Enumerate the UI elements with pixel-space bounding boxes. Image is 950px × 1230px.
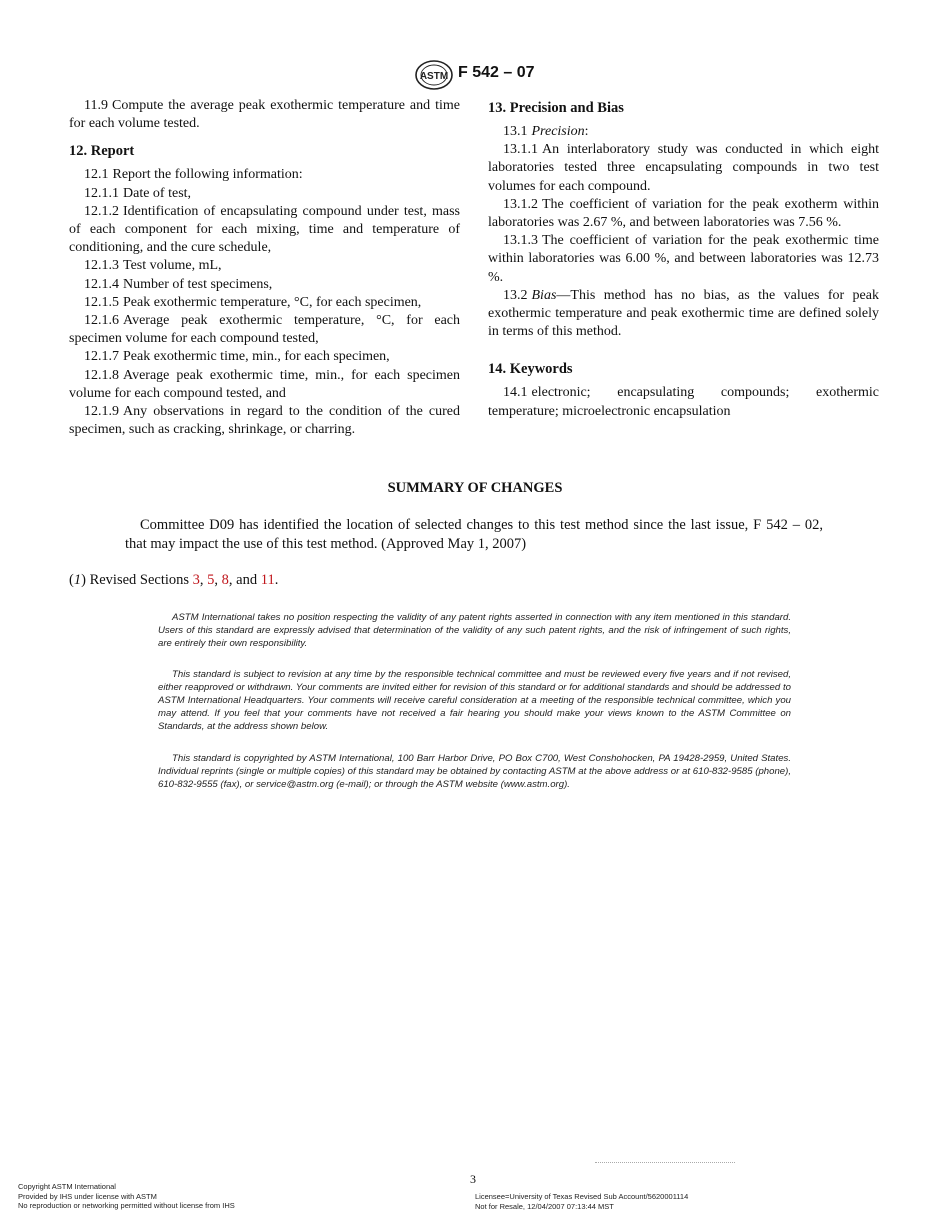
revised-prefix: Revised Sections xyxy=(89,572,190,588)
section-12-1-1 xyxy=(69,185,460,203)
section-number: 13.1.3 xyxy=(503,233,538,249)
astm-logo-text: ASTM xyxy=(419,71,449,82)
section-number: 12.1.2 xyxy=(84,203,119,219)
section-number: 12.1.5 xyxy=(84,294,119,310)
section-13-1-2 xyxy=(488,196,879,232)
section-link-3[interactable]: 3 xyxy=(192,572,200,588)
astm-logo-icon xyxy=(415,60,453,90)
page-header xyxy=(0,60,950,90)
section-12-1 xyxy=(69,166,460,184)
left-column xyxy=(69,97,460,439)
section-12-1-5 xyxy=(69,294,460,312)
section-text: Identification of encapsulating compound under test, mass of each component for each mixing, time and temperature of conditioning, and the cure schedule, xyxy=(69,203,460,256)
footer-line: Provided by IHS under license with ASTM xyxy=(18,1191,157,1201)
section-text: Peak exothermic time, min., for each specimen, xyxy=(123,349,390,365)
section-text: Number of test specimens, xyxy=(123,276,273,292)
footer-license-right xyxy=(475,1192,688,1211)
section-label: Precision xyxy=(531,124,585,139)
section-number: 13.1.2 xyxy=(503,196,538,212)
summary-of-changes-body: Committee D09 has identified the location of selected changes to this test method since the last issue, F 542 – 02, that may impact the use of this test method. (Approved May 1, 2007) xyxy=(125,517,823,552)
footer-line: Not for Resale, 12/04/2007 07:13:44 MST xyxy=(475,1201,614,1211)
section-text: —This method has no bias, as the values for peak exothermic temperature and peak exothermic time are defined solely in terms of this method. xyxy=(488,287,879,340)
report-heading: 12. Report xyxy=(69,143,135,160)
section-12-1-9 xyxy=(69,403,460,439)
section-number: 12.1.9 xyxy=(84,404,119,420)
section-number: 12.1.1 xyxy=(84,185,119,201)
section-text: The coefficient of variation for the peak exothermic time within laboratories was 6.00 %, and between laboratories was 12.73 %. xyxy=(488,233,879,285)
section-text: Test volume, mL, xyxy=(123,258,222,274)
summary-of-changes-title: SUMMARY OF CHANGES xyxy=(387,480,563,496)
section-12-1-3 xyxy=(69,257,460,275)
section-number: 12.1.3 xyxy=(84,258,119,274)
section-text: An interlaboratory study was conducted in which eight laboratories tested three encapsulating compounds in two test volumes for each compound. xyxy=(488,142,879,194)
section-number: 12.1.7 xyxy=(84,349,119,365)
section-number: 13.1.1 xyxy=(503,142,538,158)
section-text: The coefficient of variation for the peak exotherm within laboratories was 2.67 %, and between laboratories was 7.56 %. xyxy=(488,196,879,231)
spacer xyxy=(488,341,879,351)
section-link-11[interactable]: 11 xyxy=(260,572,275,588)
section-suffix: : xyxy=(584,124,589,139)
section-link-5[interactable]: 5 xyxy=(207,572,215,588)
footer-license-left xyxy=(18,1182,235,1211)
section-link-8[interactable]: 8 xyxy=(221,572,229,588)
right-column xyxy=(488,97,879,421)
patent-notice: ASTM International takes no position respecting the validity of any patent rights asserted in connection with any item mentioned in this standard. Users of this standard are expressly advised that determination of the validity of any such patent rights, and the risk of infringement of such rights, are entirely their own responsibility. xyxy=(158,612,791,649)
section-text: Any observations in regard to the condition of the cured specimen, such as cracking, shrinkage, or charring. xyxy=(69,404,460,438)
section-12-1-7 xyxy=(69,348,460,366)
section-text: electronic; encapsulating compounds; exothermic temperature; microelectronic encapsulation xyxy=(488,385,879,419)
section-14-1 xyxy=(488,384,879,420)
section-13-1 xyxy=(488,123,879,141)
section-13-1-1 xyxy=(488,141,879,196)
section-number: 14.1 xyxy=(503,385,528,401)
footer-dotted-rule xyxy=(595,1162,735,1163)
precision-bias-heading: 13. Precision and Bias xyxy=(488,100,624,116)
section-12-1-4 xyxy=(69,276,460,294)
section-12-1-6 xyxy=(69,312,460,348)
revised-conjunction: and xyxy=(236,572,258,588)
page-number: 3 xyxy=(470,1172,476,1186)
section-number: 13.1 xyxy=(503,124,528,139)
section-number: 12.1.6 xyxy=(84,313,119,329)
section-number: 11.9 xyxy=(84,98,108,113)
section-text: Compute the average peak exothermic temperature and time for each volume tested. xyxy=(69,98,460,132)
section-12-1-8 xyxy=(69,367,460,403)
footer-line: No reproduction or networking permitted without license from IHS xyxy=(18,1201,235,1210)
section-12-1-2 xyxy=(69,203,460,258)
revised-sections: (1) Revised Sections 3, 5, 8, and 11. xyxy=(69,572,279,588)
section-13-1-3 xyxy=(488,232,879,287)
section-number: 12.1.4 xyxy=(84,276,119,292)
section-label: Bias xyxy=(531,287,557,303)
standard-designation: F 542 – 07 xyxy=(458,64,535,81)
section-13-2 xyxy=(488,287,879,342)
section-number: 12.1.8 xyxy=(84,367,119,383)
section-11-9 xyxy=(69,97,460,133)
revised-item-number: 1 xyxy=(73,572,82,588)
footer-line: Copyright ASTM International xyxy=(18,1182,116,1191)
copyright-notice: This standard is copyrighted by ASTM International, 100 Barr Harbor Drive, PO Box C700, West Conshohocken, PA 19428-2959, United States. Individual reprints (single or multiple copies) of this standard may be obtained by contacting ASTM at the above address or at 610-832-9585 (phone), 610-832-9555 (fax), or service@astm.org (e-mail); or through the ASTM website (www.astm.org). xyxy=(158,753,791,790)
section-number: 13.2 xyxy=(503,287,528,303)
revision-notice: This standard is subject to revision at any time by the responsible technical committee and must be reviewed every five years and if not revised, either reapproved or withdrawn. Your comments are invited either for revision of this standard or for additional standards and should be addressed to ASTM International Headquarters. Your comments will receive careful consideration at a meeting of the responsible technical committee, which you may attend. If you feel that your comments have not received a fair hearing you should make your views known to the ASTM Committee on Standards, at the address shown below. xyxy=(158,669,791,732)
section-text: Report the following information: xyxy=(112,167,303,183)
section-text: Average peak exothermic temperature, °C, for each specimen volume for each compound tested, xyxy=(69,313,460,347)
section-text: Date of test, xyxy=(123,185,192,201)
section-text: Peak exothermic temperature, °C, for each specimen, xyxy=(123,294,422,310)
keywords-heading: 14. Keywords xyxy=(488,361,573,378)
section-text: Average peak exothermic time, min., for each specimen volume for each compound tested, and xyxy=(69,367,460,401)
section-number: 12.1 xyxy=(84,167,109,183)
footer-line: Licensee=University of Texas Revised Sub Account/5620001114 xyxy=(475,1192,689,1201)
